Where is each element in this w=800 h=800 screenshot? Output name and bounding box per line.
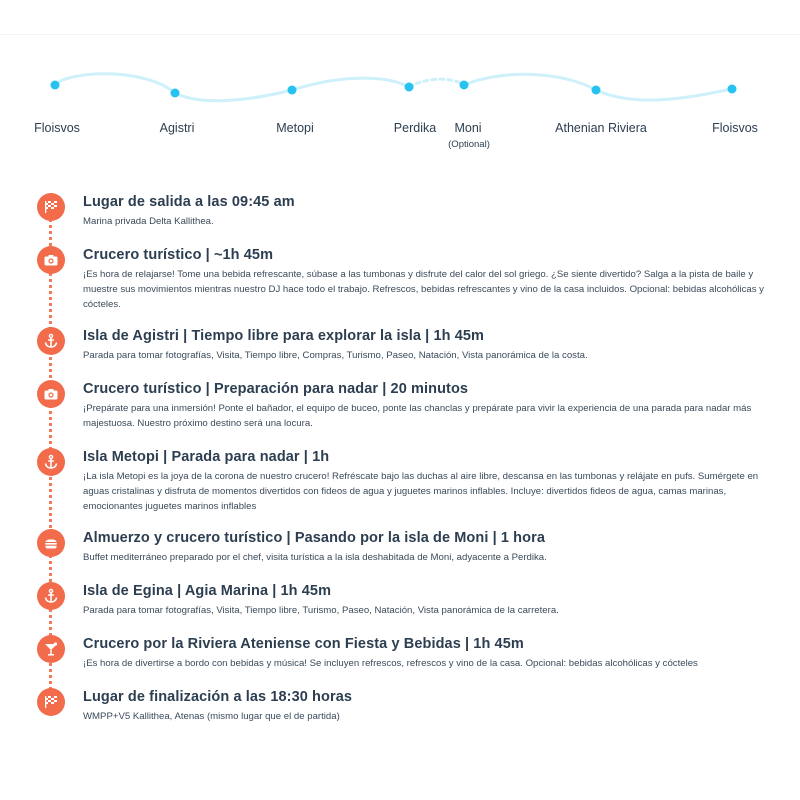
item-title: Isla de Agistri | Tiempo libre para explorar la isla | 1h 45m xyxy=(83,328,485,344)
item-description: Buffet mediterráneo preparado por el chef, visita turística a la isla deshabitada de Moni, adyacente a Perdika. xyxy=(83,552,547,563)
item-description: ¡La isla Metopi es la joya de la corona de nuestro crucero! Refréscate bajo las duchas al aire libre, descansa en las tumbonas y relájate en pufs. Sumérgete en aguas cristalinas y disfruta de momentos divertidos con fideos de agua y juguetes marinos inflables. Incluye: divertidos fideos de agua, camas marinas, emocionantes juguetes marinos inflables xyxy=(83,471,759,512)
route-stop-label: Moni xyxy=(454,121,482,135)
item-title: Lugar de finalización a las 18:30 horas xyxy=(83,689,353,705)
anchor-icon xyxy=(37,582,65,610)
item-description: Marina privada Delta Kallithea. xyxy=(83,216,214,227)
item-description: WMPP+V5 Kallithea, Atenas (mismo lugar que el de partida) xyxy=(83,711,340,722)
route-stop-label: Floisvos xyxy=(712,121,758,135)
itinerary-item xyxy=(83,448,783,514)
route-stop-note: (Optional) xyxy=(448,139,490,150)
item-title: Almuerzo y crucero turístico | Pasando por la isla de Moni | 1 hora xyxy=(83,530,546,546)
itinerary-item xyxy=(83,529,783,565)
itinerary-item xyxy=(83,327,783,363)
item-title: Isla Metopi | Parada para nadar | 1h xyxy=(83,449,330,465)
item-description: Parada para tomar fotografías, Visita, Tiempo libre, Turismo, Paseo, Natación, Vista panorámica de la carretera. xyxy=(83,605,559,616)
item-title: Isla de Egina | Agia Marina | 1h 45m xyxy=(83,583,332,599)
checkered-flag-icon xyxy=(37,193,65,221)
camera-icon xyxy=(37,246,65,274)
camera-icon xyxy=(37,380,65,408)
item-description: ¡Es hora de divertirse a bordo con bebidas y música! Se incluyen refrescos, refrescos y vino de la casa. Opcional: bebidas alcohólicas y cócteles xyxy=(83,658,698,669)
itinerary-item xyxy=(83,688,783,724)
route-stop-label: Athenian Riviera xyxy=(555,121,647,135)
itinerary-item xyxy=(83,380,783,431)
route-stop-label: Perdika xyxy=(393,121,437,135)
item-title: Lugar de salida a las 09:45 am xyxy=(83,194,295,210)
cocktail-icon xyxy=(37,635,65,663)
checkered-flag-icon xyxy=(37,688,65,716)
item-title: Crucero turístico | ~1h 45m xyxy=(83,247,274,263)
itinerary-item xyxy=(83,635,783,671)
item-description: ¡Prepárate para una inmersión! Ponte el bañador, el equipo de buceo, ponte las chanclas y prepárate para vivir la experiencia de una parada para nadar más majestuosa. Nuestro próximo destino será una locura. xyxy=(83,403,752,429)
item-title: Crucero turístico | Preparación para nadar | 20 minutos xyxy=(83,381,469,397)
anchor-icon xyxy=(37,327,65,355)
route-stop-label: Floisvos xyxy=(34,121,80,135)
itinerary-item xyxy=(83,246,783,312)
anchor-icon xyxy=(37,448,65,476)
item-title: Crucero por la Riviera Ateniense con Fiesta y Bebidas | 1h 45m xyxy=(83,636,524,652)
item-description: Parada para tomar fotografías, Visita, Tiempo libre, Compras, Turismo, Paseo, Natación, Vista panorámica de la costa. xyxy=(83,350,588,361)
item-description: ¡Es hora de relajarse! Tome una bebida refrescante, súbase a las tumbonas y disfrute del calor del sol griego. ¿Se siente divertido? Salga a la pista de baile y muestre sus movimientos mientras nuestro DJ hace todo el trabajo. Refrescos, bebidas refrescantes y vino de la casa incluidos. Opcional: bebidas alcohólicas y cócteles. xyxy=(83,269,764,310)
itinerary-item xyxy=(83,582,783,618)
route-stop-label: Agistri xyxy=(159,121,195,135)
route-stop-label: Metopi xyxy=(276,121,314,135)
burger-icon xyxy=(37,529,65,557)
itinerary-item xyxy=(83,193,783,229)
